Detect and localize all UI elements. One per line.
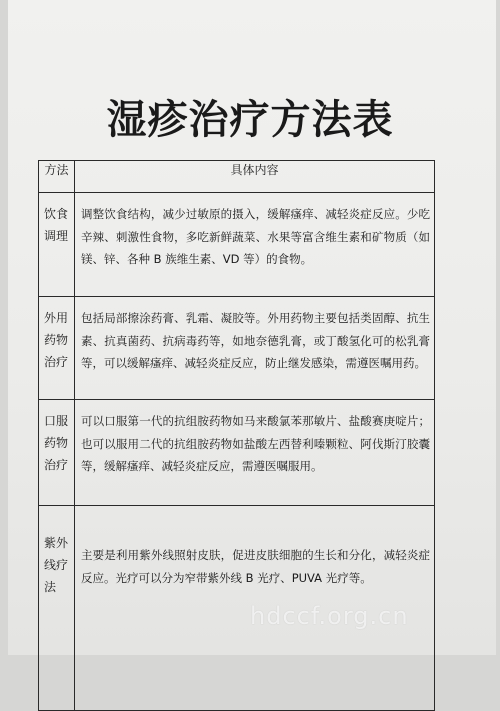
watermark: hdccf.org.cn	[250, 602, 409, 630]
content-cell: 调整饮食结构，减少过敏原的摄入，缓解瘙痒、减轻炎症反应。少吃辛辣、刺激性食物，多吃新鲜蔬菜、水果等富含维生素和矿物质（如镁、锌、各种 B 族维生素、VD 等）的食物。	[75, 193, 435, 297]
table-row	[39, 297, 435, 400]
content-cell: 主要是利用紫外线照射皮肤，促进皮肤细胞的生长和分化，减轻炎症反应。光疗可以分为窄带紫外线 B 光疗、PUVA 光疗等。	[75, 506, 435, 711]
content-cell: 可以口服第一代的抗组胺药物如马来酸氯苯那敏片、盐酸赛庚啶片；也可以服用二代的抗组胺药物如盐酸左西替利嗪颗粒、阿伐斯汀胶囊等，缓解瘙痒、减轻炎症反应，需遵医嘱服用。	[75, 400, 435, 506]
table-row	[39, 400, 435, 506]
table-header-row	[39, 161, 435, 193]
method-cell: 外用药物治疗	[39, 297, 75, 400]
header-method: 方法	[39, 161, 75, 193]
method-cell: 饮食调理	[39, 193, 75, 297]
page-title: 湿疹治疗方法表	[106, 97, 394, 143]
method-cell: 口服药物治疗	[39, 400, 75, 506]
table-row	[39, 193, 435, 297]
header-content: 具体内容	[75, 161, 435, 193]
content-cell: 包括局部擦涂药膏、乳霜、凝胶等。外用药物主要包括类固醇、抗生素、抗真菌药、抗病毒药等，如地奈德乳膏，或丁酸氢化可的松乳膏等，可以缓解瘙痒、减轻炎症反应，防止继发感染，需遵医嘱用药。	[75, 297, 435, 400]
method-cell: 紫外线疗法	[39, 506, 75, 711]
